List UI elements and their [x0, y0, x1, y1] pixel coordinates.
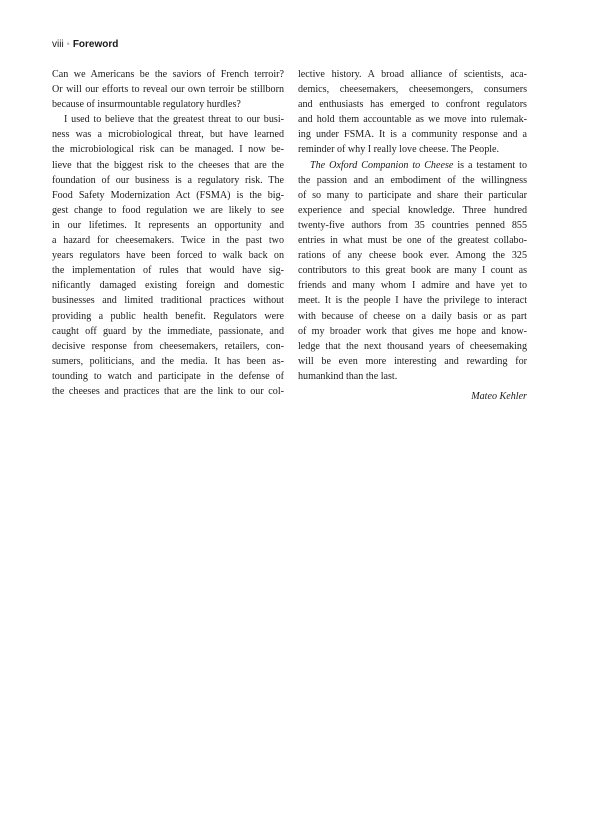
book-title: The Oxford Companion to Cheese — [310, 159, 454, 171]
text-line: foundation of our business is a regulatory risk. The — [52, 174, 284, 186]
text-line: entries in what must be one of the greatest collabo- — [298, 235, 527, 247]
text-line: years regulators have been forced to walk back on — [52, 250, 284, 262]
text-line: because of insurmountable regulatory hurdles? — [52, 99, 241, 111]
text-line: meet. It is the people I have the privilege to interact — [298, 295, 527, 307]
text-line: gest change to food regulation we are likely to see — [52, 204, 284, 216]
text-line: ing under FSMA. It is a community response and a — [298, 129, 527, 141]
text-line: Food Safety Modernization Act (FSMA) is the big- — [52, 189, 284, 201]
text-line: providing a public health benefit. Regulators were — [52, 310, 284, 322]
right-column — [298, 67, 527, 404]
text-line — [298, 158, 527, 173]
page-number: viii — [52, 39, 64, 50]
text-line: with because of cheese on a daily basis or as part — [298, 310, 527, 322]
text-line: caught off guard by the immediate, passionate, and — [52, 325, 284, 337]
text-line: decisive response from cheesemakers, retailers, con- — [52, 340, 284, 352]
text-line: contributors to this great book are many I count as — [298, 265, 527, 277]
text-line: demics, cheesemakers, cheesemongers, consumers — [298, 84, 527, 96]
text-line: reminder of why I really love cheese. The People. — [298, 144, 500, 156]
text-line: Or will our efforts to reveal our own terroir be stillborn — [52, 84, 284, 96]
text-line: humankind than the last. — [298, 370, 398, 382]
text-fragment: is a testament to — [457, 159, 527, 171]
text-line: of my broader work that gives me hope and know- — [298, 325, 527, 337]
text-line: and hold them accountable as we move into rulemak- — [298, 114, 527, 126]
text-line: businesses and limited traditional practices without — [52, 295, 284, 307]
text-line: sumers, politicians, and the media. It has been as- — [52, 355, 284, 367]
section-title: Foreword — [72, 39, 119, 50]
text-line: tounding to watch and participate in the defense of — [52, 370, 284, 382]
text-line: lieve that the biggest risk to the cheeses that are the — [52, 159, 284, 171]
text-line: ledge that the next thousand years of cheesemaking — [298, 340, 527, 352]
text-line: experience and special knowledge. Three hundred — [298, 204, 527, 216]
text-line: nificantly damaged existing foreign and domestic — [52, 280, 284, 292]
running-head — [52, 37, 118, 52]
text-line: the microbiological risk can be managed. I now be- — [52, 144, 284, 156]
text-line: lective history. A broad alliance of scientists, aca- — [298, 69, 527, 80]
text-line: the passion and an embodiment of the willingness — [298, 174, 527, 186]
text-line: and enthusiasts has emerged to confront regulators — [298, 99, 527, 111]
text-line: a hazard for cheesemakers. Twice in the past two — [52, 235, 284, 247]
text-line: friends and many whom I admire and have yet to — [298, 280, 527, 292]
text-line: twenty-five authors from 35 countries penned 855 — [298, 219, 527, 231]
text-line: in our lifetimes. It represents an opportunity and — [52, 219, 284, 231]
header-separator: • — [66, 39, 70, 49]
text-line: I used to believe that the greatest threat to our busi- — [64, 114, 284, 126]
text-line: ness was a microbiological threat, but have learned — [52, 129, 284, 141]
text-line: of so many to participate and share their particular — [298, 189, 527, 201]
text-line: rations of any cheese book ever. Among the 325 — [298, 250, 527, 262]
author-signature: Mateo Kehler — [471, 390, 527, 402]
text-line: will be even more interesting and rewarding for — [298, 355, 527, 367]
left-column — [52, 67, 284, 399]
text-line: the implementation of rules that would have sig- — [52, 265, 284, 277]
text-line: the cheeses and practices that are the link to our col- — [52, 385, 284, 397]
text-line: Can we Americans be the saviors of French terroir? — [52, 69, 284, 80]
